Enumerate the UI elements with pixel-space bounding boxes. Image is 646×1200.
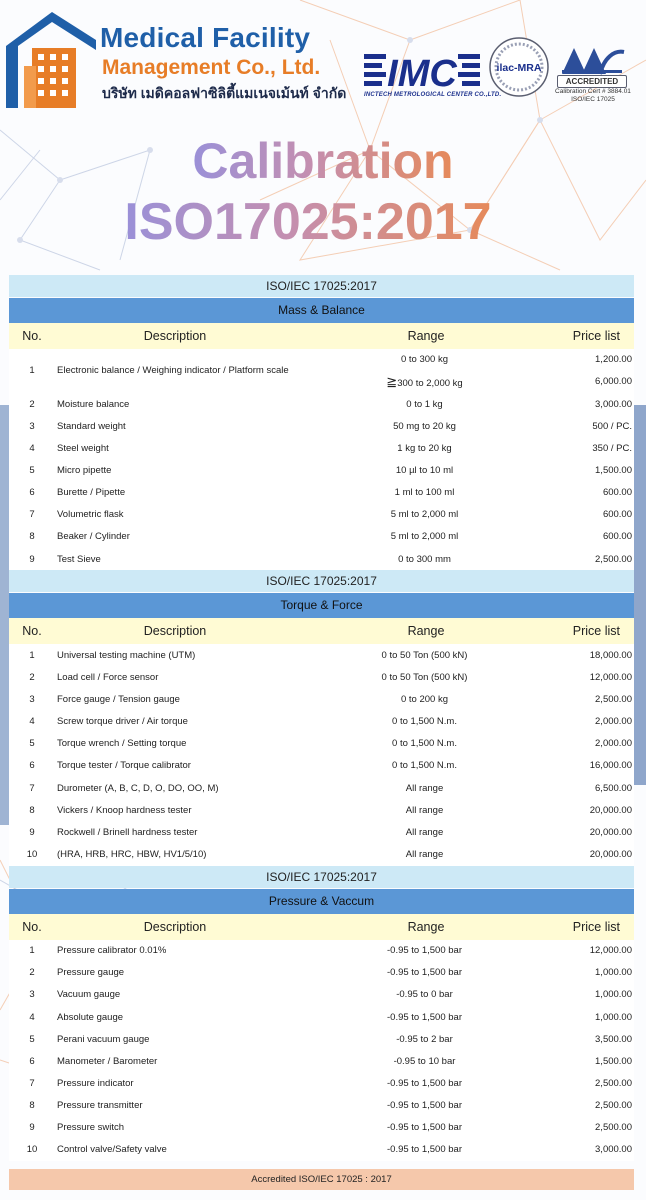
table-row: 3 Force gauge / Tension gauge 0 to 200 kg 2,500.00 xyxy=(9,688,634,710)
table-row: 5 Perani vacuum gauge -0.95 to 2 bar 3,500.00 xyxy=(9,1028,634,1050)
svg-text:ilac-MRA: ilac-MRA xyxy=(496,62,542,74)
table-row: 9 Rockwell / Brinell hardness tester All range 20,000.00 xyxy=(9,821,634,843)
building-logo-icon xyxy=(4,10,96,110)
imc-subtitle: INCTECH METROLOGICAL CENTER CO.,LTD. xyxy=(364,92,502,98)
table-row: 2 Pressure gauge -0.95 to 1,500 bar 1,000.00 xyxy=(9,962,634,984)
company-name-line1: Medical Facility xyxy=(100,22,311,53)
table-header xyxy=(9,914,634,940)
section-iso-label: ISO/IEC 17025:2017 xyxy=(9,275,634,297)
accredited-badge: ACCREDITED xyxy=(557,75,627,88)
table-row: 6 Torque tester / Torque calibrator 0 to 1,500 N.m. 16,000.00 xyxy=(9,755,634,777)
column-header-description: Description xyxy=(143,919,207,934)
table-row: 4 Absolute gauge -0.95 to 1,500 bar 1,000.00 xyxy=(9,1006,634,1028)
table-row: 1 Universal testing machine (UTM) 0 to 50 Ton (500 kN) 18,000.00 xyxy=(9,644,634,666)
table-row: 8 Vickers / Knoop hardness tester All range 20,000.00 xyxy=(9,799,634,821)
table-row: 1 Pressure calibrator 0.01% -0.95 to 1,500 bar 12,000.00 xyxy=(9,940,634,962)
column-header-price: Price list xyxy=(572,329,620,343)
column-header-range: Range xyxy=(407,329,445,343)
ilac-mra-logo xyxy=(488,36,550,98)
accreditation-footer: Accredited ISO/IEC 17025 : 2017 xyxy=(9,1169,634,1190)
section-title-pressure-vaccum: Pressure & Vaccum xyxy=(9,889,634,914)
page-header xyxy=(0,0,646,270)
price-table xyxy=(9,275,634,1161)
column-header-range: Range xyxy=(407,919,445,934)
page-title: Calibration xyxy=(192,133,454,189)
section-title-torque-force: Torque & Force xyxy=(9,593,634,618)
table-row: 6 Manometer / Barometer -0.95 to 10 bar 1,500.00 xyxy=(9,1050,634,1072)
table-row: 3 Vacuum gauge -0.95 to 0 bar 1,000.00 xyxy=(9,984,634,1006)
left-accent-band xyxy=(0,405,9,825)
section-iso-label: ISO/IEC 17025:2017 xyxy=(9,570,634,592)
svg-text:IMC: IMC xyxy=(387,53,457,95)
column-header-price: Price list xyxy=(572,624,620,639)
table-row: 10 (HRA, HRB, HRC, HBW, HV1/5/10) All range 20,000.00 xyxy=(9,843,634,865)
company-name-line2: Management Co., Ltd. xyxy=(102,56,321,79)
column-header-description: Description xyxy=(143,624,207,639)
right-accent-band xyxy=(634,405,646,785)
table-row: 4 Screw torque driver / Air torque 0 to 1,500 N.m. 2,000.00 xyxy=(9,711,634,733)
column-header-no: No. xyxy=(22,329,42,343)
table-row: 2 Load cell / Force sensor 0 to 50 Ton (500 kN) 12,000.00 xyxy=(9,666,634,688)
table-header xyxy=(9,323,634,349)
table-row: 5 Micro pipette 10 µl to 10 ml 1,500.00 xyxy=(9,459,634,481)
table-row: 10 Control valve/Safety valve -0.95 to 1,500 bar 3,000.00 xyxy=(9,1139,634,1161)
table-row: 9 Test Sieve 0 to 300 mm 2,500.00 xyxy=(9,548,634,570)
table-row: 7 Pressure indicator -0.95 to 1,500 bar 2,500.00 xyxy=(9,1072,634,1094)
page-subtitle: ISO17025:2017 xyxy=(124,193,492,251)
column-header-price: Price list xyxy=(572,919,620,934)
table-row: 7 Volumetric flask 5 ml to 2,000 ml 600.00 xyxy=(9,504,634,526)
table-row: 7 Durometer (A, B, C, D, O, DO, OO, M) All range 6,500.00 xyxy=(9,777,634,799)
column-header-no: No. xyxy=(22,919,42,934)
table-row: 8 Pressure transmitter -0.95 to 1,500 bar 2,500.00 xyxy=(9,1095,634,1117)
column-header-description: Description xyxy=(143,329,207,343)
table-header xyxy=(9,618,634,644)
table-row: 8 Beaker / Cylinder 5 ml to 2,000 ml 600.00 xyxy=(9,526,634,548)
calibration-cert-note: Calibration Cert # 3884.01 ISO/IEC 17025 xyxy=(555,88,631,103)
table-row: 4 Steel weight 1 kg to 20 kg 350 / PC. xyxy=(9,437,634,459)
table-row: 5 Torque wrench / Setting torque 0 to 1,500 N.m. 2,000.00 xyxy=(9,733,634,755)
table-row: 3 Standard weight 50 mg to 20 kg 500 / PC. xyxy=(9,415,634,437)
table-row: 1 Electronic balance / Weighing indicator / Platform scale 0 to 300 kg ≧300 to 2,000 kg 1,200.00 6,000.00 xyxy=(9,349,634,393)
section-iso-label: ISO/IEC 17025:2017 xyxy=(9,866,634,888)
section-title-mass-balance: Mass & Balance xyxy=(9,298,634,323)
column-header-no: No. xyxy=(22,624,42,639)
company-name-thai: บริษัท เมดิคอลฟาซิลิตี้แมเนจเม้นท์ จำกัด xyxy=(102,85,347,101)
column-header-range: Range xyxy=(407,624,445,639)
table-row: 2 Moisture balance 0 to 1 kg 3,000.00 xyxy=(9,393,634,415)
table-row: 6 Burette / Pipette 1 ml to 100 ml 600.00 xyxy=(9,482,634,504)
table-row: 9 Pressure switch -0.95 to 1,500 bar 2,500.00 xyxy=(9,1117,634,1139)
